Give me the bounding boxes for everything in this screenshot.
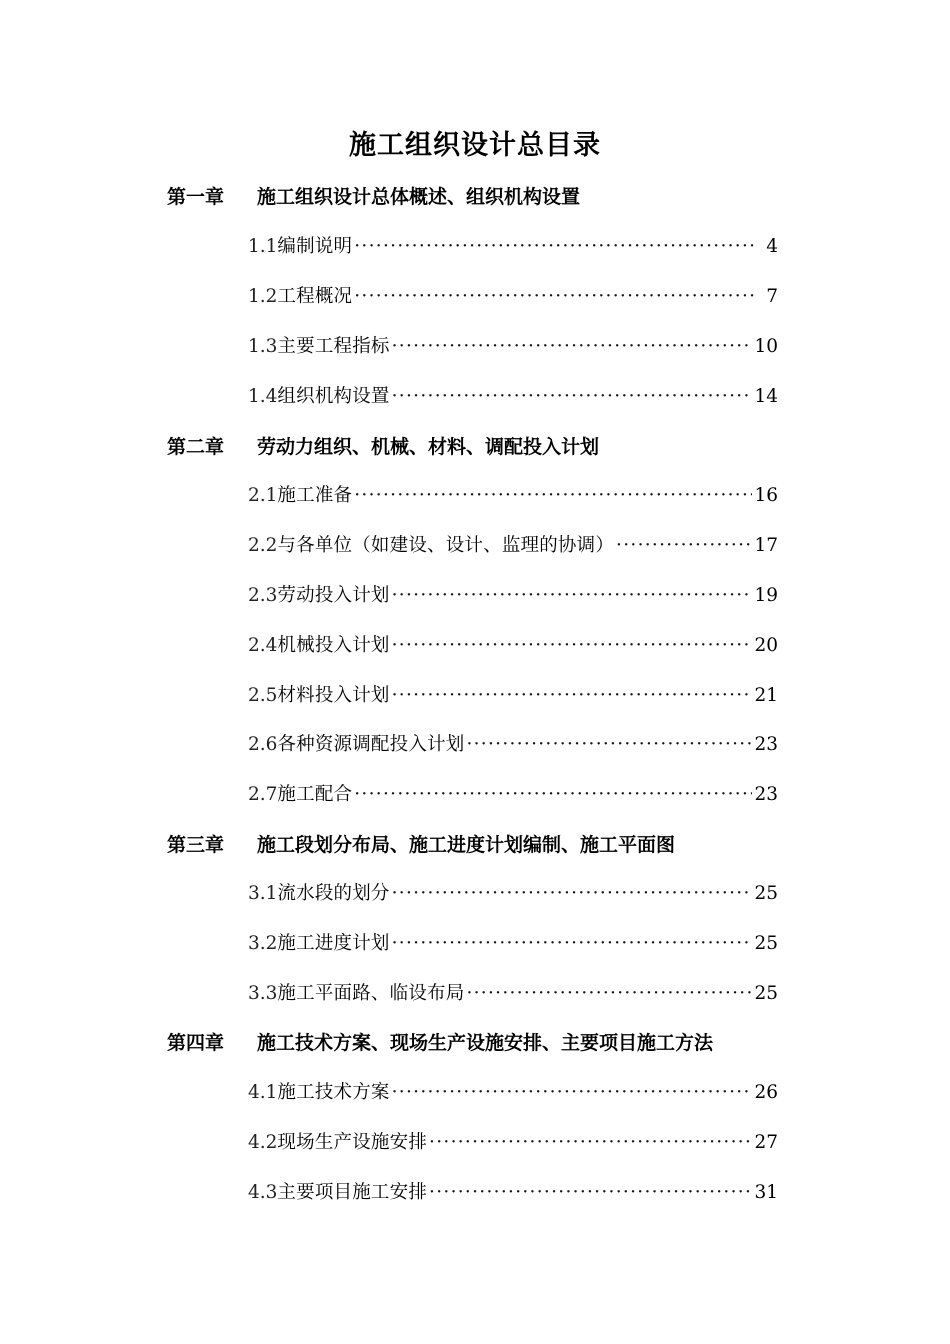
entry-number: 1.2 — [248, 286, 278, 307]
entry-title: 工程概况 — [277, 286, 353, 307]
dot-leader — [392, 631, 753, 661]
page-number: 16 — [754, 485, 778, 506]
toc-entry[interactable] — [248, 979, 778, 1009]
chapter-title: 施工技术方案、现场生产设施安排、主要项目施工方法 — [257, 1032, 714, 1054]
toc-entry[interactable] — [248, 481, 778, 511]
chapter-title: 劳动力组织、机械、材料、调配投入计划 — [257, 436, 600, 458]
dot-leader — [429, 1178, 752, 1208]
page-number: 19 — [754, 585, 778, 606]
entry-title: 组织机构设置 — [277, 386, 390, 407]
dot-leader — [429, 1128, 752, 1158]
page-number: 25 — [754, 983, 778, 1004]
dot-leader — [466, 730, 752, 760]
toc-entry[interactable] — [248, 1078, 778, 1108]
chapter-number: 第二章 — [167, 436, 225, 458]
page-number: 27 — [754, 1132, 778, 1153]
entry-title: 主要项目施工安排 — [277, 1182, 428, 1203]
page-number: 14 — [754, 386, 778, 407]
chapter-heading — [167, 432, 599, 462]
toc-entry[interactable] — [248, 929, 778, 959]
entry-number: 3.3 — [248, 983, 278, 1004]
page-number: 17 — [754, 535, 778, 556]
toc-entry[interactable] — [248, 1128, 778, 1158]
entry-title: 机械投入计划 — [277, 635, 390, 656]
toc-entry[interactable] — [248, 332, 778, 362]
entry-number: 4.3 — [248, 1182, 278, 1203]
page-number: 31 — [754, 1182, 778, 1203]
dot-leader — [392, 1078, 753, 1108]
toc-entry[interactable] — [248, 631, 778, 661]
entry-title: 流水段的划分 — [277, 883, 390, 904]
dot-leader — [392, 681, 753, 711]
toc-entry[interactable] — [248, 681, 778, 711]
page-number: 4 — [766, 236, 778, 257]
chapter-number: 第四章 — [167, 1032, 225, 1054]
entry-number: 1.1 — [248, 236, 278, 257]
entry-number: 2.6 — [248, 734, 278, 755]
entry-title: 施工准备 — [277, 485, 353, 506]
entry-title: 与各单位（如建设、设计、监理的协调） — [277, 535, 615, 556]
page-number: 21 — [754, 685, 778, 706]
page-number: 10 — [754, 336, 778, 357]
toc-entry[interactable] — [248, 581, 778, 611]
toc-entry[interactable] — [248, 730, 778, 760]
entry-title: 施工进度计划 — [277, 933, 390, 954]
entry-number: 3.2 — [248, 933, 278, 954]
chapter-number: 第一章 — [167, 186, 225, 208]
entry-number: 1.3 — [248, 336, 278, 357]
toc-entry[interactable] — [248, 879, 778, 909]
entry-title: 材料投入计划 — [277, 685, 390, 706]
page-number: 26 — [754, 1082, 778, 1103]
dot-leader — [354, 780, 752, 810]
entry-number: 2.7 — [248, 784, 278, 805]
toc-entry[interactable] — [248, 531, 778, 561]
page-number: 23 — [754, 734, 778, 755]
entry-title: 施工平面路、临设布局 — [277, 983, 465, 1004]
dot-leader — [354, 481, 752, 511]
dot-leader — [354, 232, 756, 262]
toc-entry[interactable] — [248, 282, 778, 312]
dot-leader — [392, 332, 753, 362]
entry-number: 4.2 — [248, 1132, 278, 1153]
entry-number: 2.1 — [248, 485, 278, 506]
dot-leader — [354, 282, 756, 312]
dot-leader — [392, 581, 753, 611]
entry-number: 3.1 — [248, 883, 278, 904]
entry-number: 4.1 — [248, 1082, 278, 1103]
page-number: 25 — [754, 883, 778, 904]
entry-title: 劳动投入计划 — [277, 585, 390, 606]
chapter-heading — [167, 830, 675, 860]
dot-leader — [466, 979, 752, 1009]
toc-entry[interactable] — [248, 780, 778, 810]
entry-number: 2.5 — [248, 685, 278, 706]
document-title: 施工组织设计总目录 — [349, 130, 601, 161]
chapter-heading — [167, 1028, 713, 1058]
page-number: 7 — [766, 286, 778, 307]
chapter-number: 第三章 — [167, 834, 225, 856]
dot-leader — [616, 531, 752, 561]
entry-number: 2.2 — [248, 535, 278, 556]
entry-title: 施工技术方案 — [277, 1082, 390, 1103]
entry-title: 现场生产设施安排 — [277, 1132, 428, 1153]
page-number: 20 — [754, 635, 778, 656]
entry-number: 1.4 — [248, 386, 278, 407]
dot-leader — [392, 879, 753, 909]
page-number: 23 — [754, 784, 778, 805]
entry-number: 2.4 — [248, 635, 278, 656]
page-number: 25 — [754, 933, 778, 954]
chapter-title: 施工组织设计总体概述、组织机构设置 — [257, 186, 581, 208]
dot-leader — [392, 929, 753, 959]
dot-leader — [392, 382, 753, 412]
toc-entry[interactable] — [248, 1178, 778, 1208]
toc-entry[interactable] — [248, 232, 778, 262]
chapter-title: 施工段划分布局、施工进度计划编制、施工平面图 — [257, 834, 676, 856]
entry-title: 各种资源调配投入计划 — [277, 734, 465, 755]
toc-entry[interactable] — [248, 382, 778, 412]
entry-number: 2.3 — [248, 585, 278, 606]
chapter-heading — [167, 182, 580, 212]
entry-title: 编制说明 — [277, 236, 353, 257]
entry-title: 施工配合 — [277, 784, 353, 805]
entry-title: 主要工程指标 — [277, 336, 390, 357]
